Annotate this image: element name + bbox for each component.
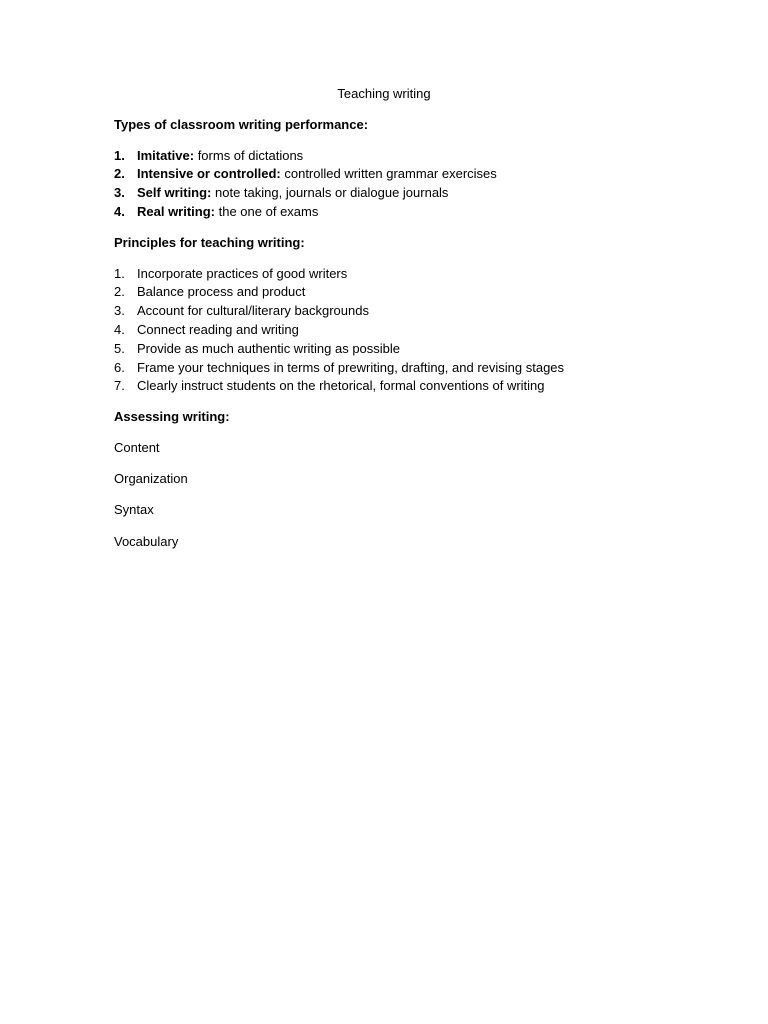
- list-item: [114, 165, 674, 184]
- list-term: Self writing:: [137, 185, 212, 201]
- list-item: [114, 147, 674, 166]
- list-number: 4.: [114, 321, 125, 337]
- list-term: Imitative:: [137, 147, 195, 163]
- list-number: 2.: [114, 284, 125, 300]
- document-title: Teaching writing: [337, 86, 431, 101]
- list-item: [114, 302, 674, 321]
- list-number: 6.: [114, 359, 125, 375]
- assessing-item-content: Content: [114, 439, 160, 455]
- list-item-text: [137, 203, 318, 222]
- list-item-text: Balance process and product: [137, 284, 306, 300]
- list-description: note taking, journals or dialogue journals: [211, 185, 449, 201]
- list-number: 1.: [114, 147, 125, 163]
- list-item-text: Clearly instruct students on the rhetorical, formal conventions of writing: [137, 378, 545, 394]
- list-item: [114, 321, 674, 340]
- list-item: [114, 377, 674, 396]
- list-item-text: Provide as much authentic writing as possible: [137, 340, 401, 356]
- list-item-text: Account for cultural/literary backgrounds: [137, 303, 369, 319]
- list-number: 3.: [114, 185, 125, 201]
- principles-heading: Principles for teaching writing:: [114, 234, 305, 250]
- list-term: Intensive or controlled:: [137, 166, 281, 182]
- list-item-text: [137, 147, 303, 166]
- list-item: [114, 184, 674, 203]
- list-item-text: Frame your techniques in terms of prewriting, drafting, and revising stages: [137, 359, 565, 375]
- principles-list: [114, 265, 674, 397]
- list-number: 2.: [114, 166, 125, 182]
- assessing-item-syntax: Syntax: [114, 502, 154, 518]
- assessing-item-vocabulary: Vocabulary: [114, 533, 179, 549]
- list-item-text: Incorporate practices of good writers: [137, 265, 348, 281]
- list-item: [114, 265, 674, 284]
- assessing-item-organization: Organization: [114, 471, 188, 487]
- list-description: forms of dictations: [194, 147, 304, 163]
- list-item-text: [137, 184, 448, 203]
- list-item: [114, 340, 674, 359]
- types-list: [114, 147, 674, 222]
- types-heading: Types of classroom writing performance:: [114, 116, 369, 132]
- list-number: 5.: [114, 340, 125, 356]
- list-number: 1.: [114, 265, 125, 281]
- list-item-text: [137, 165, 497, 184]
- list-number: 4.: [114, 203, 125, 219]
- list-number: 3.: [114, 303, 125, 319]
- document-body: [114, 85, 674, 564]
- assessing-heading: Assessing writing:: [114, 409, 230, 425]
- list-term: Real writing:: [137, 203, 216, 219]
- list-item-text: Connect reading and writing: [137, 321, 299, 337]
- list-description: the one of exams: [215, 203, 319, 219]
- list-description: controlled written grammar exercises: [280, 166, 497, 182]
- list-item: [114, 283, 674, 302]
- list-number: 7.: [114, 378, 125, 394]
- list-item: [114, 359, 674, 378]
- list-item: [114, 203, 674, 222]
